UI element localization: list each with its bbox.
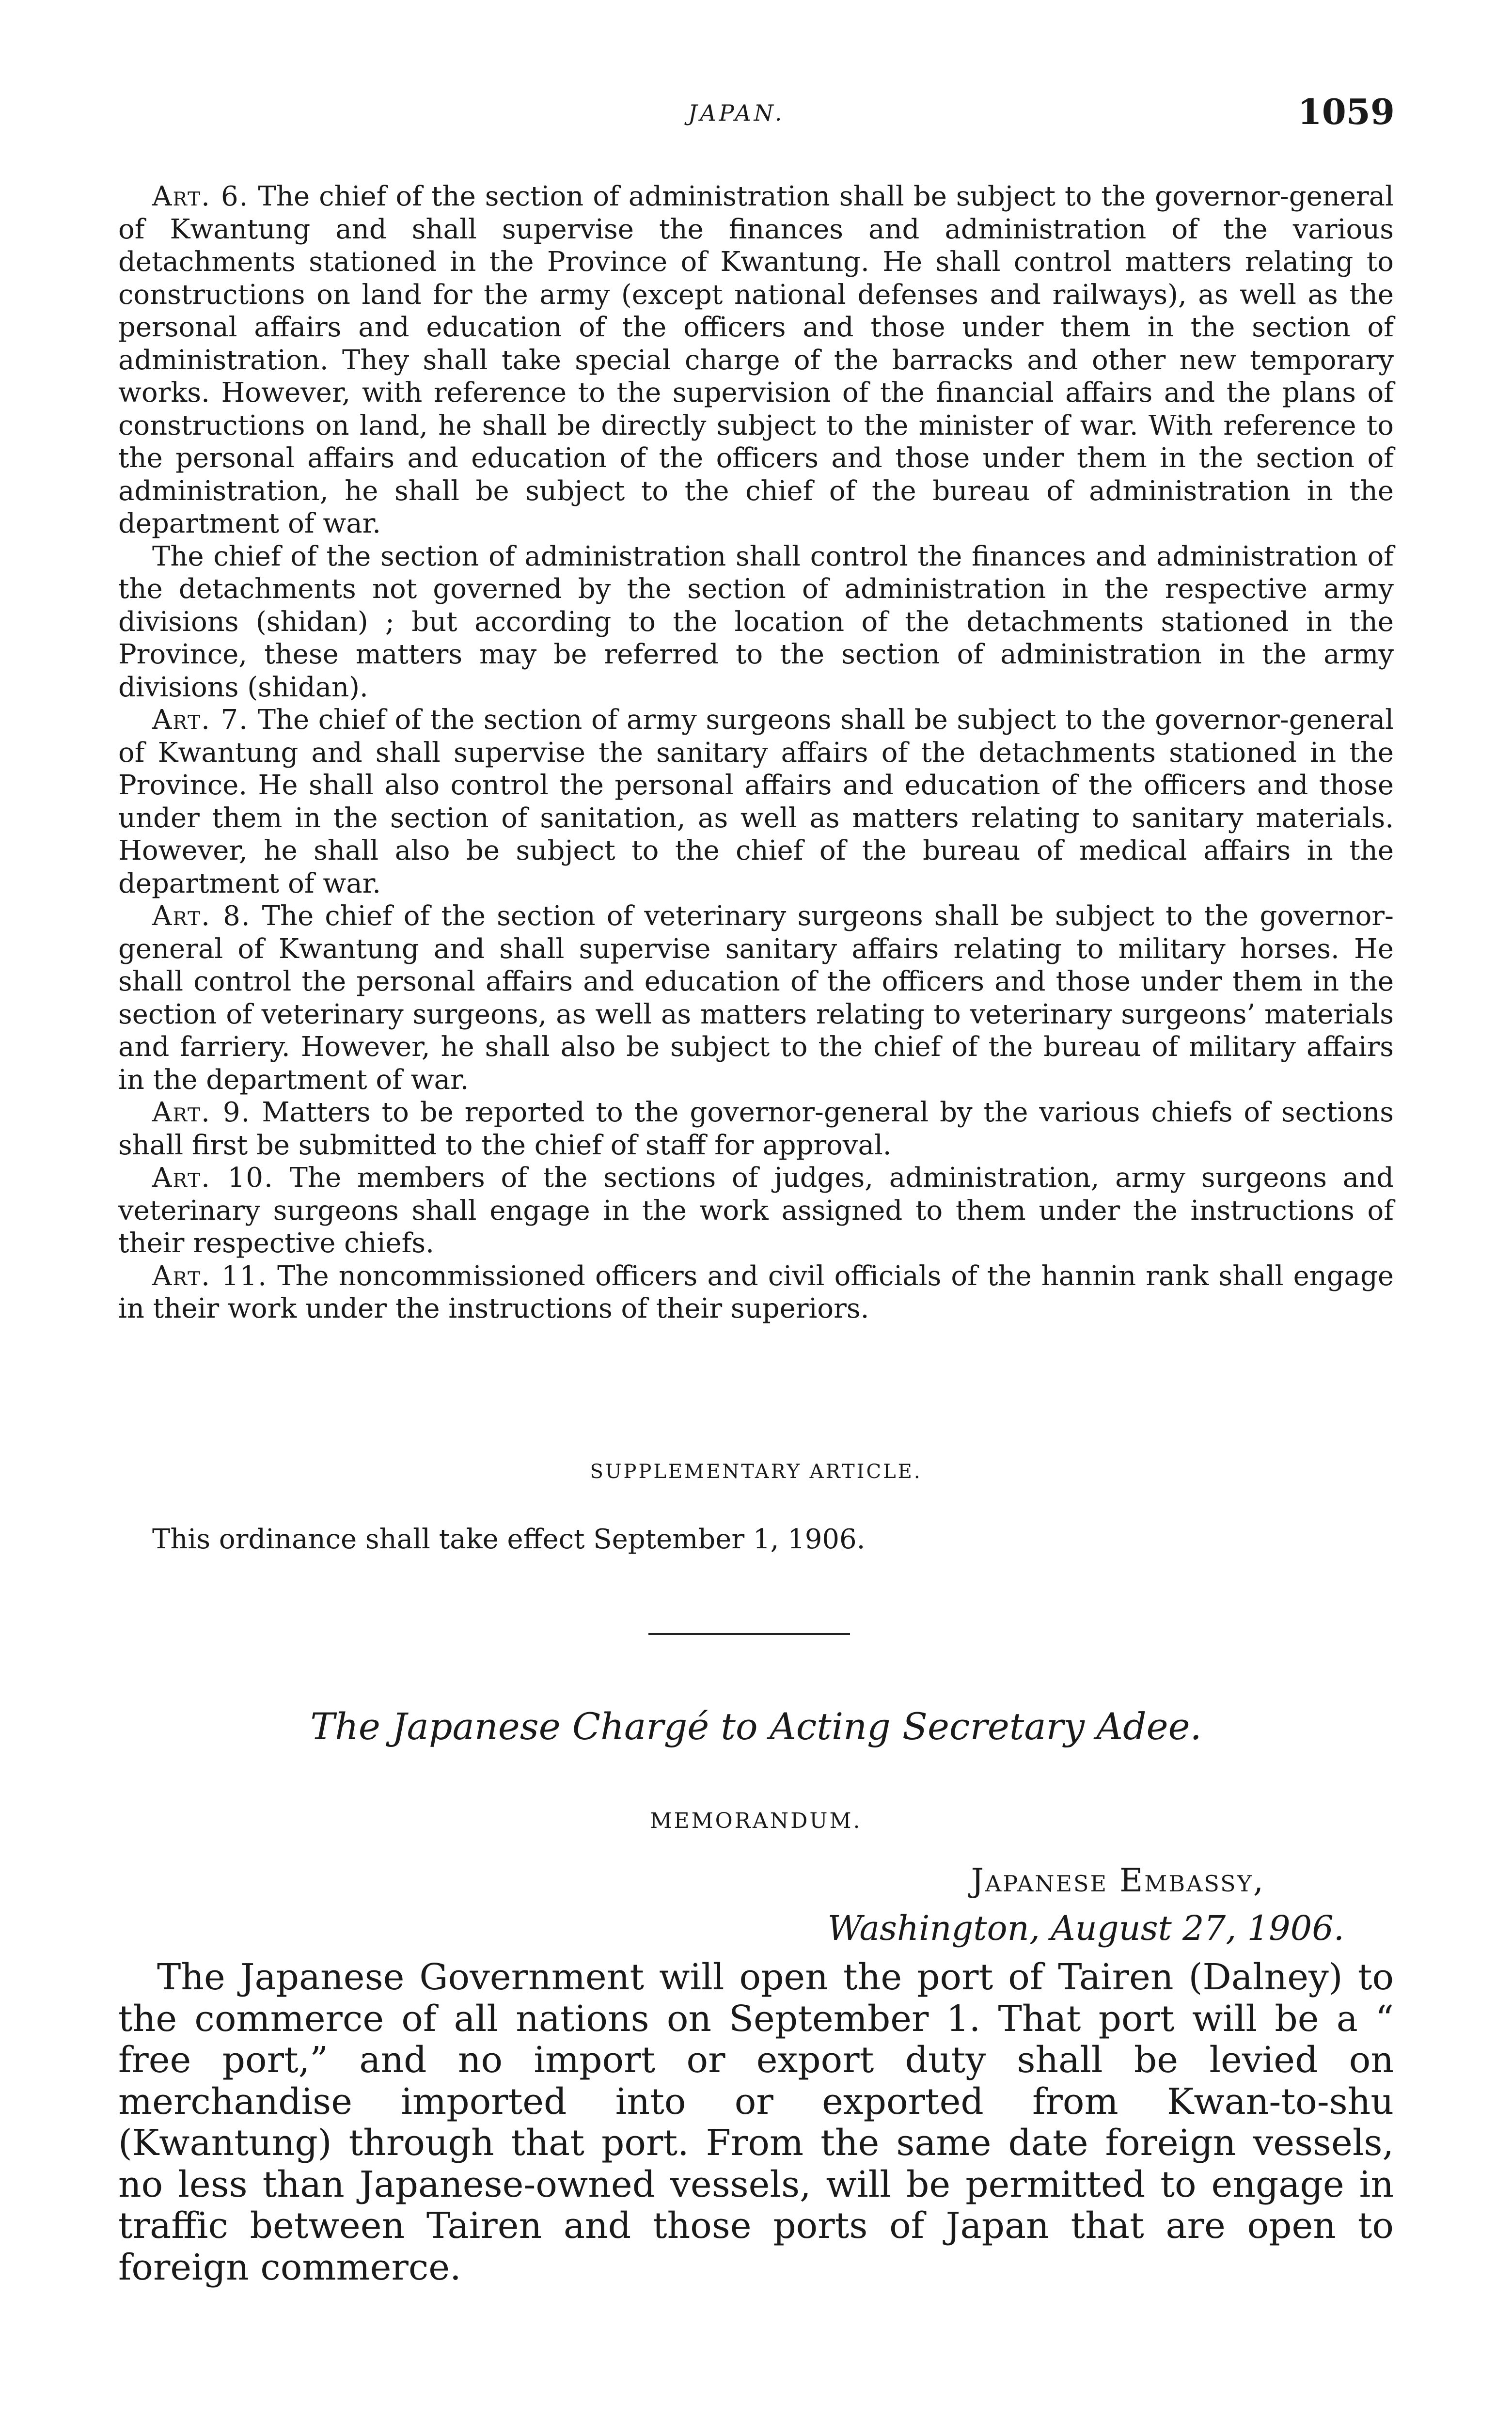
running-title: JAPAN. (688, 100, 785, 126)
article-11 (118, 1260, 1394, 1325)
memo-label: MEMORANDUM. (650, 1809, 862, 1833)
section-divider (648, 1633, 850, 1635)
memo-title: The Japanese Chargé to Acting Secretary Adee. (310, 1705, 1202, 1748)
article-text: The members of the sections of judges, administration, army surgeons and veterinary surgeons shall engage in the work assigned to them under the instructions of their respective chiefs. (118, 1162, 1394, 1259)
article-label: Art. 10. (152, 1162, 274, 1194)
article-7 (118, 704, 1394, 900)
running-header (0, 91, 1512, 135)
effective-date-text: This ordinance shall take effect September 1, 1906. (152, 1524, 866, 1555)
article-6-continuation (118, 540, 1394, 704)
page-number: 1059 (1297, 91, 1395, 132)
article-8 (118, 900, 1394, 1096)
article-label: Art. 8. (152, 900, 251, 932)
memo-dateline: Washington, August 27, 1906. (827, 1908, 1344, 1948)
article-10 (118, 1162, 1394, 1260)
article-text: The chief of the section of administration shall control the finances and administration of the detachments not governed by the section of administration in the respective army divisions (shidan) ; but according to the location of the detachments stationed in the Province, these matters may be referred to the section of administration in the army divisions (shidan). (118, 540, 1394, 703)
memo-paragraph: The Japanese Government will open the port of Tairen (Dalney) to the commerce of all nations on September 1. That port will be a “ free port,” and no import or export duty shall be levied on merchandise imported into or exported from Kwan-to-shu (Kwantung) through that port. From the same date foreign vessels, no less than Japanese-owned vessels, will be permitted to engage in traffic between Tairen and those ports of Japan that are open to foreign commerce. (118, 1956, 1394, 2288)
article-text: Matters to be reported to the governor-general by the various chiefs of sections shall first be submitted to the chief of staff for approval. (118, 1097, 1394, 1161)
article-9 (118, 1096, 1394, 1162)
article-text: The chief of the section of administration shall be subject to the governor-general of Kwantung and shall supervise the finances and administration of the various detachments stationed in the Province of Kwantung. He shall control matters relating to constructions on land for the army (except national defenses and railways), as well as the personal affairs and education of the officers and those under them in the section of administration. They shall take special charge of the barracks and other new temporary works. However, with reference to the supervision of the financial affairs and the plans of constructions on land, he shall be directly subject to the minister of war. With reference to the personal affairs and education of the officers and those under them in the section of administration, he shall be subject to the chief of the bureau of administration in the department of war. (118, 181, 1394, 539)
article-label: Art. 11. (152, 1260, 268, 1292)
article-label: Art. 6. (152, 181, 249, 212)
article-text: The chief of the section of veterinary surgeons shall be subject to the governor-general of Kwantung and shall supervise sanitary affairs relating to military horses. He shall control the personal affairs and education of the officers and those under them in the section of veterinary surgeons, as well as matters relating to veterinary surgeons’ materials and farriery. However, he shall also be subject to the chief of the bureau of military affairs in the department of war. (118, 900, 1394, 1096)
article-label: Art. 9. (152, 1097, 251, 1128)
ordinance-articles (118, 180, 1394, 1325)
article-label: Art. 7. (152, 704, 249, 736)
memo-body (118, 1957, 1394, 2288)
article-6 (118, 180, 1394, 540)
memo-sender: Japanese Embassy, (971, 1862, 1265, 1899)
article-text: The noncommissioned officers and civil officials of the hannin rank shall engage in their work under the instructions of their superiors. (118, 1260, 1394, 1324)
supplementary-heading: SUPPLEMENTARY ARTICLE. (590, 1461, 922, 1483)
article-text: The chief of the section of army surgeons shall be subject to the governor-general of Kwantung and shall supervise the sanitary affairs of the detachments stationed in the Province. He shall also control the personal affairs and education of the officers and those under them in the section of sanitation, as well as matters relating to sanitary materials. However, he shall also be subject to the chief of the bureau of medical affairs in the department of war. (118, 704, 1394, 899)
